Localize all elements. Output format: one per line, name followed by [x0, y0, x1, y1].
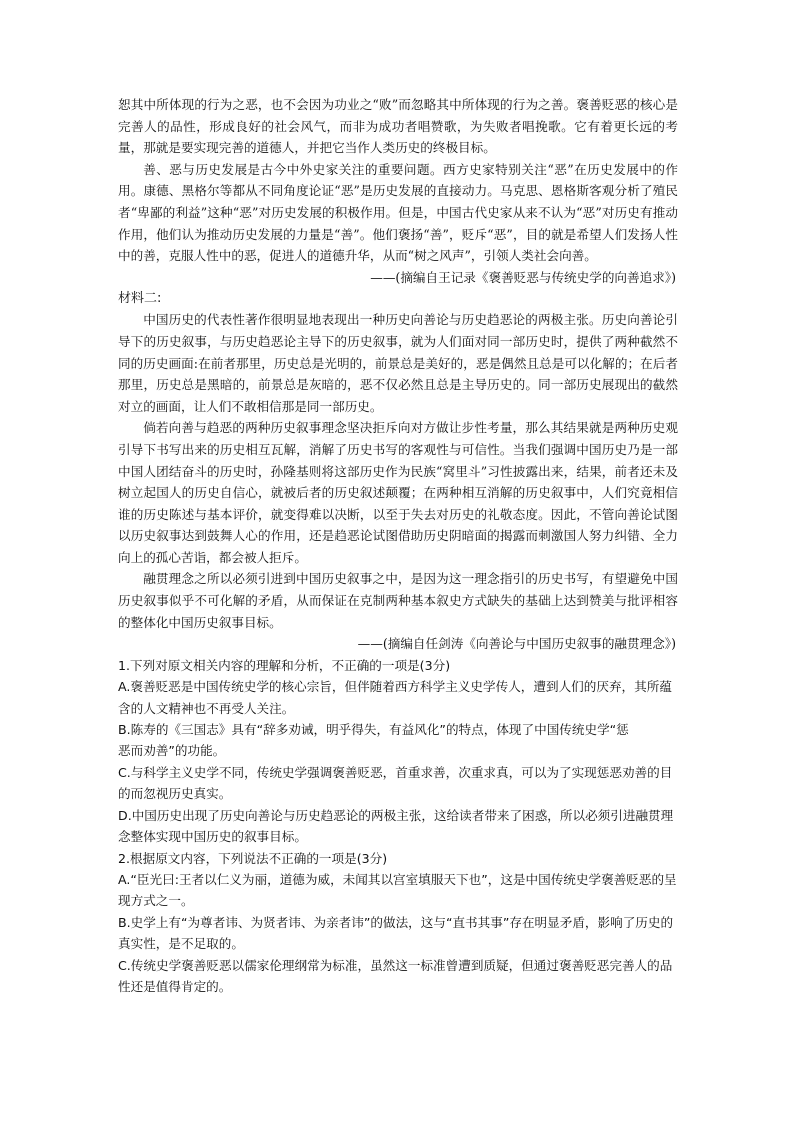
- material1-paragraph-continued: 恕其中所体现的行为之恶，也不会因为功业之“败”而忽略其中所体现的行为之善。褒善贬恶的核心是完善人的品性，形成良好的社会风气，而非为成功者唱赞歌，为失败者唱挽歌。它有着更长远的考量，那就是要实现完善的道德人，并把它当作人类历史的终极目标。: [118, 97, 678, 156]
- option-b: B.史学上有“为尊者讳、为贤者讳、为亲者讳”的做法，这与“直书其事”存在明显矛盾，影响了历史的真实性，是不足取的。: [118, 914, 674, 952]
- material1-paragraph-2: 善、恶与历史发展是古今中外史家关注的重要问题。西方史家特别关注“恶”在历史发展中的作用。康德、黑格尔等都从不同角度论证“恶”是历史发展的直接动力。马克思、恩格斯客观分析了殖民者“卑鄙的利益”这种“恶”对历史发展的积极作用。但是，中国古代史家从来不认为“恶”对历史有推动作用，他们认为推动历史发展的力量是“善”。他们褒扬“善”，贬斥“恶”，目的就是希望人们发扬人性中的善，克服人性中的恶，促进人的道德升华，从而“树之风声”，引领人类社会向善。: [118, 161, 678, 264]
- question-stem: 1.下列对原文相关内容的理解和分析，不正确的一项是(3分): [118, 657, 451, 673]
- material1-source: ——(摘编自王记录《褒善贬恶与传统史学的向善追求》): [370, 269, 676, 285]
- question-stem: 2.根据原文内容，下列说法不正确的一项是(3分): [118, 850, 388, 866]
- option-b: B.陈寿的《三国志》具有“辞多劝诫，明乎得失，有益风化”的特点，体现了中国传统史学“惩: [118, 722, 629, 738]
- material2-heading: 材料二:: [118, 291, 162, 307]
- option-a: A.褒善贬恶是中国传统史学的核心宗旨，但伴随着西方科学主义史学传人，遭到人们的厌弃，其所蕴含的人文精神也不再受人关注。: [118, 679, 672, 716]
- option-c: C.传统史学褒善贬恶以儒家伦理纲常为标准，虽然这一标准曾遭到质疑，但通过褒善贬恶完善人的品性还是值得肯定的。: [118, 957, 673, 994]
- option-a: A.“臣光曰:王者以仁义为丽，道德为威，未闻其以宫室填服天下也”，这是中国传统史学褒善贬恶的呈现方式之一。: [118, 871, 677, 909]
- material2-source: ——(摘编自任剑涛《向善论与中国历史叙事的融贯理念》): [357, 636, 676, 652]
- question-1: [118, 655, 678, 848]
- option-b-continued: 恶而劝善”的功能。: [118, 743, 226, 759]
- material2-paragraph-1: 中国历史的代表性著作很明显地表现出一种历史向善论与历史趋恶论的两极主张。历史向善论引导下的历史叙事，与历史趋恶论主导下的历史叙事，就为人们面对同一部历史时，提供了两种截然不同的历史画面:在前者那里，历史总是光明的，前景总是美好的，恶是偶然且总是可以化解的；在后者那里，历史总是黑暗的，前景总是灰暗的，恶不仅必然且总是主导历史的。同一部历史展现出的截然对立的画面，让人们不敢相信那是同一部历史。: [118, 312, 678, 414]
- option-d: D.中国历史出现了历史向善论与历史趋恶论的两极主张，这给读者带来了困惑，所以必须引进融贯理念整体实现中国历史的叙事目标。: [118, 807, 674, 845]
- question-2: [118, 848, 678, 998]
- material2-paragraph-2: 倘若向善与趋恶的两种历史叙事理念坚决拒斥向对方做让步性考量，那么其结果就是两种历史观引导下书写出来的历史相互瓦解，消解了历史书写的客观性与可信性。当我们强调中国历史乃是一部中国人团结奋斗的历史时，孙隆基则将这部历史作为民族“窝里斗”习性披露出来，结果，前者还未及树立起国人的历史自信心，就被后者的历史叙述颠覆；在两种相互消解的历史叙事中，人们究竟相信谁的历史陈述与基本评价，就变得难以决断，以至于失去对历史的礼敬态度。因此，不管向善论试图以历史叙事达到鼓舞人心的作用，还是趋恶论试图借助历史阴暗面的揭露而刺激国人努力纠错、全力向上的孤心苦诣，都会被人拒斥。: [118, 420, 678, 565]
- material2-paragraph-3: 融贯理念之所以必须引进到中国历史叙事之中，是因为这一理念指引的历史书写，有望避免中国历史叙事似乎不可化解的矛盾，从而保证在克制两种基本叙史方式缺失的基础上达到赞美与批评相容的整体化中国历史叙事目标。: [118, 571, 678, 630]
- document-page: [118, 94, 678, 997]
- option-c: C.与科学主义史学不同，传统史学强调褒善贬恶，首重求善，次重求真，可以为了实现惩恶劝善的目的而忽视历史真实。: [118, 764, 673, 802]
